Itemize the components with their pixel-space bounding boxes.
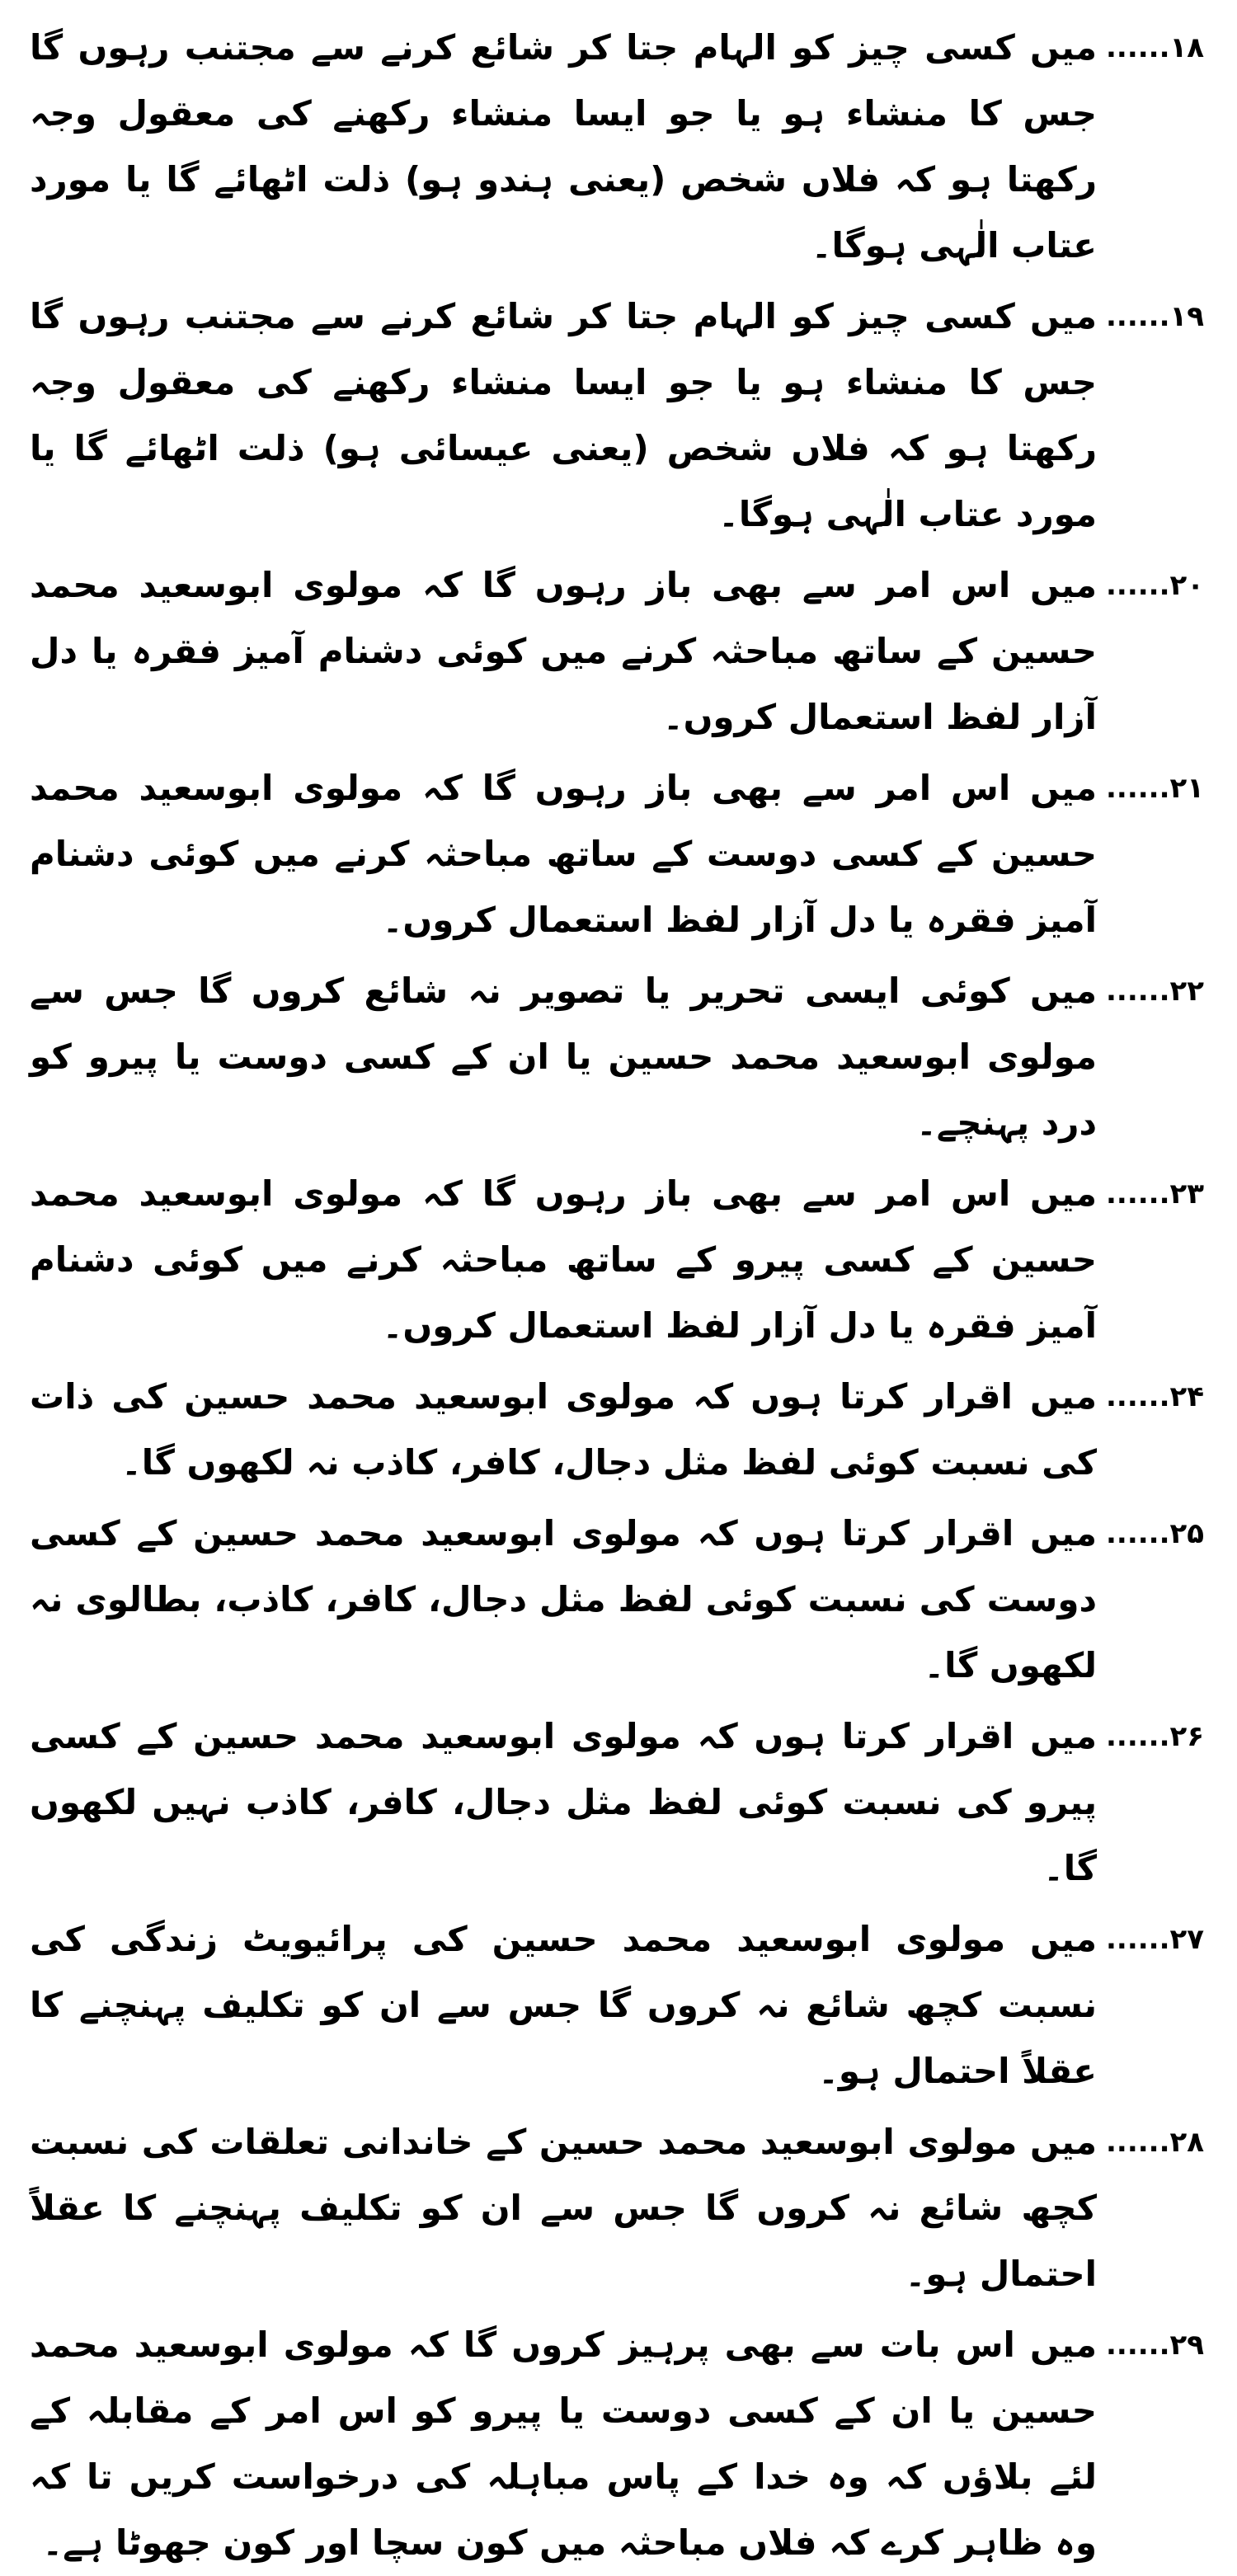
clause-text: میں کسی چیز کو الہام جتا کر شائع کرنے سے مجتنب رہوں گا جس کا منشاء ہو یا جو ایسا منشاء رکھنے کی معقول وجہ رکھتا ہو کہ فلاں شخص (یعنی ہندو ہو) ذلت اٹھائے گا یا مورد عتاب الٰہی ہوگا۔ — [30, 27, 1097, 266]
clause-20 — [30, 552, 1204, 750]
clause-text: میں اقرار کرتا ہوں کہ مولوی ابوسعید محمد حسین کے کسی دوست کی نسبت کوئی لفظ مثل دجال، کافر، کاذب، بطالوی نہ لکھوں گا۔ — [30, 1513, 1097, 1685]
clause-24 — [30, 1364, 1204, 1496]
clause-21 — [30, 755, 1204, 953]
clause-27 — [30, 1906, 1204, 2104]
clause-number: ۲۲...... — [1105, 975, 1204, 1008]
clause-number: ۲۹...... — [1105, 2329, 1204, 2362]
clause-number: ۲۵...... — [1105, 1517, 1204, 1550]
clause-19 — [30, 284, 1204, 548]
clause-text: میں اقرار کرتا ہوں کہ مولوی ابوسعید محمد حسین کے کسی پیرو کی نسبت کوئی لفظ مثل دجال، کافر، کاذب نہیں لکھوں گا۔ — [30, 1716, 1097, 1888]
clause-number: ۱۹...... — [1105, 300, 1204, 333]
clause-number: ۲۰...... — [1105, 569, 1204, 602]
clause-number: ۲۶...... — [1105, 1720, 1204, 1753]
clause-28 — [30, 2109, 1204, 2307]
clause-number: ۲۱...... — [1105, 772, 1204, 805]
clause-text: میں اس امر سے بھی باز رہوں گا کہ مولوی ابوسعید محمد حسین کے کسی پیرو کے ساتھ مباحثہ کرنے میں کوئی دشنام آمیز فقرہ یا دل آزار لفظ استعمال کروں۔ — [30, 1173, 1097, 1346]
clause-29 — [30, 2312, 1204, 2576]
clause-text: میں اس امر سے بھی باز رہوں گا کہ مولوی ابوسعید محمد حسین کے ساتھ مباحثہ کرنے میں کوئی دشنام آمیز فقرہ یا دل آزار لفظ استعمال کروں۔ — [30, 565, 1097, 737]
clause-26 — [30, 1704, 1204, 1901]
clause-23 — [30, 1161, 1204, 1359]
clause-number: ۲۷...... — [1105, 1923, 1204, 1956]
clause-18 — [30, 15, 1204, 279]
clause-text: میں مولوی ابوسعید محمد حسین کے خاندانی تعلقات کی نسبت کچھ شائع نہ کروں گا جس سے ان کو تکلیف پہنچنے کا عقلاً احتمال ہو۔ — [30, 2122, 1097, 2294]
clause-text: میں کوئی ایسی تحریر یا تصویر نہ شائع کروں گا جس سے مولوی ابوسعید محمد حسین یا ان کے کسی دوست یا پیرو کو درد پہنچے۔ — [30, 971, 1097, 1143]
clause-25 — [30, 1501, 1204, 1699]
clause-number: ۱۸...... — [1105, 31, 1204, 64]
clause-text: میں کسی چیز کو الہام جتا کر شائع کرنے سے مجتنب رہوں گا جس کا منشاء ہو یا جو ایسا منشاء رکھنے کی معقول وجہ رکھتا ہو کہ فلاں شخص (یعنی عیسائی ہو) ذلت اٹھائے گا یا مورد عتاب الٰہی ہوگا۔ — [30, 296, 1097, 534]
clause-number: ۲۴...... — [1105, 1380, 1204, 1413]
clause-number: ۲۳...... — [1105, 1178, 1204, 1210]
clause-text: میں اس امر سے بھی باز رہوں گا کہ مولوی ابوسعید محمد حسین کے کسی دوست کے ساتھ مباحثہ کرنے میں کوئی دشنام آمیز فقرہ یا دل آزار لفظ استعمال کروں۔ — [30, 768, 1097, 940]
clause-text: میں اس بات سے بھی پرہیز کروں گا کہ مولوی ابوسعید محمد حسین یا ان کے کسی دوست یا پیرو کو اس امر کے مقابلہ کے لئے بلاؤں کہ وہ خدا کے پاس مباہلہ کی درخواست کریں تا کہ وہ ظاہر کرے کہ فلاں مباحثہ میں کون سچا اور کون جھوٹا ہے۔ — [30, 2325, 1097, 2563]
clause-number: ۲۸...... — [1105, 2126, 1204, 2159]
clause-22 — [30, 958, 1204, 1156]
clause-text: میں اقرار کرتا ہوں کہ مولوی ابوسعید محمد حسین کی ذات کی نسبت کوئی لفظ مثل دجال، کافر، کاذب نہ لکھوں گا۔ — [30, 1376, 1097, 1483]
clause-text: میں مولوی ابوسعید محمد حسین کی پرائیویٹ زندگی کی نسبت کچھ شائع نہ کروں گا جس سے ان کو تکلیف پہنچنے کا عقلاً احتمال ہو۔ — [30, 1919, 1097, 2091]
